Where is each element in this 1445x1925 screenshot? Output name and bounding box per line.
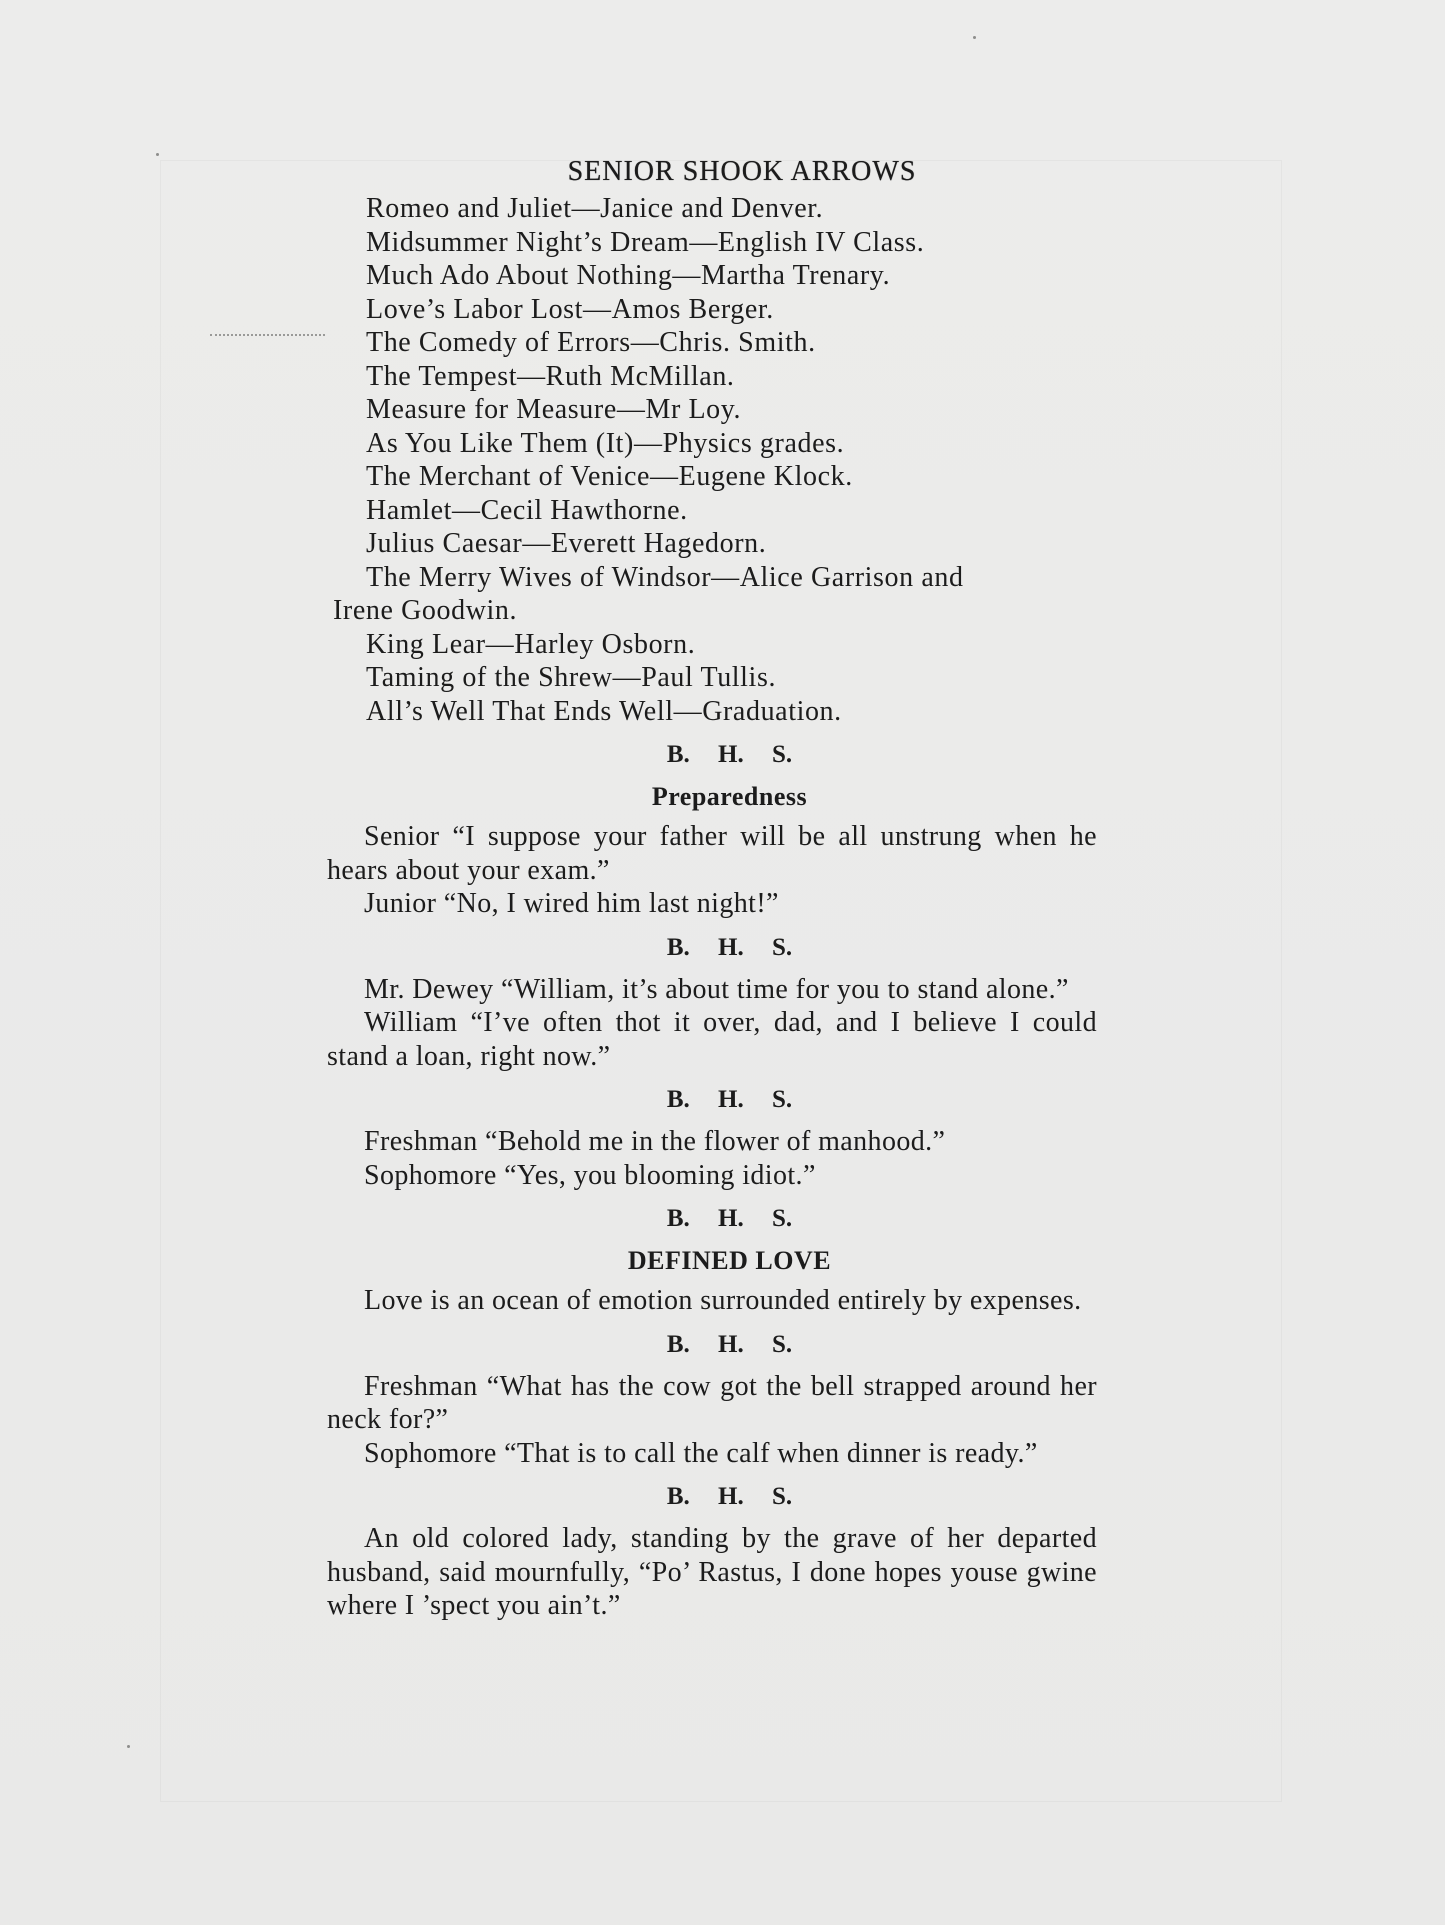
list-item: Midsummer Night’s Dream—English IV Class. bbox=[366, 226, 925, 258]
list-item: Taming of the Shrew—Paul Tullis. bbox=[366, 662, 777, 693]
joke-line: An old colored lady, standing by the grave of her departed husband, said mournfully, “Po’ Rastus, I done hopes youse gwine where I ’spect you ain’t.” bbox=[327, 1523, 1097, 1621]
list-item: The Tempest—Ruth McMillan. bbox=[366, 360, 735, 392]
bhs-separator: B. H. S. bbox=[666, 1330, 793, 1358]
joke-line: Love is an ocean of emotion surrounded entirely by expenses. bbox=[364, 1285, 1082, 1316]
print-speck bbox=[127, 1745, 130, 1748]
joke-line: Mr. Dewey “William, it’s about time for you to stand alone.” bbox=[364, 973, 1069, 1005]
bhs-separator: B. H. S. bbox=[666, 1205, 793, 1232]
list-item: The Merry Wives of Windsor—Alice Garrison and bbox=[366, 561, 964, 593]
joke-line: Sophomore “That is to call the calf when dinner is ready.” bbox=[364, 1437, 1038, 1469]
list-item: Julius Caesar—Everett Hagedorn. bbox=[366, 528, 767, 559]
plays-list bbox=[327, 192, 1097, 728]
list-item-continuation: Irene Goodwin. bbox=[333, 595, 518, 626]
bhs-separator: B. H. S. bbox=[666, 1086, 793, 1113]
list-item: As You Like Them (It)—Physics grades. bbox=[366, 427, 845, 459]
joke-line: Senior “I suppose your father will be all unstrung when he hears about your exam.” bbox=[327, 821, 1097, 886]
list-item: Much Ado About Nothing—Martha Trenary. bbox=[366, 260, 891, 291]
joke-line: Freshman “What has the cow got the bell strapped around her neck for?” bbox=[327, 1370, 1097, 1435]
print-speck bbox=[156, 153, 159, 156]
list-item: King Lear—Harley Osborn. bbox=[366, 628, 696, 660]
margin-mark bbox=[210, 334, 325, 338]
joke-line: Freshman “Behold me in the flower of manhood.” bbox=[364, 1126, 946, 1157]
section-heading-preparedness: Preparedness bbox=[651, 782, 808, 811]
page-content bbox=[327, 152, 1097, 1623]
joke-line: Junior “No, I wired him last night!” bbox=[364, 888, 779, 919]
joke-line: William “I’ve often thot it over, dad, and I believe I could stand a loan, right now.” bbox=[327, 1007, 1097, 1072]
list-item: The Merchant of Venice—Eugene Klock. bbox=[366, 461, 853, 492]
joke-line: Sophomore “Yes, you blooming idiot.” bbox=[364, 1159, 816, 1191]
bhs-separator: B. H. S. bbox=[666, 933, 793, 961]
section-heading-defined-love: DEFINED LOVE bbox=[627, 1246, 832, 1275]
list-item: All’s Well That Ends Well—Graduation. bbox=[366, 695, 842, 727]
list-item: Measure for Measure—Mr Loy. bbox=[366, 394, 742, 425]
bhs-separator: B. H. S. bbox=[666, 741, 793, 768]
list-item: Romeo and Juliet—Janice and Denver. bbox=[366, 193, 824, 224]
list-item: The Comedy of Errors—Chris. Smith. bbox=[366, 327, 816, 358]
list-item: Hamlet—Cecil Hawthorne. bbox=[366, 494, 688, 526]
list-item: Love’s Labor Lost—Amos Berger. bbox=[366, 293, 774, 325]
bhs-separator: B. H. S. bbox=[666, 1483, 793, 1510]
print-speck bbox=[973, 36, 976, 39]
page-title: SENIOR SHOOK ARROWS bbox=[567, 156, 917, 187]
